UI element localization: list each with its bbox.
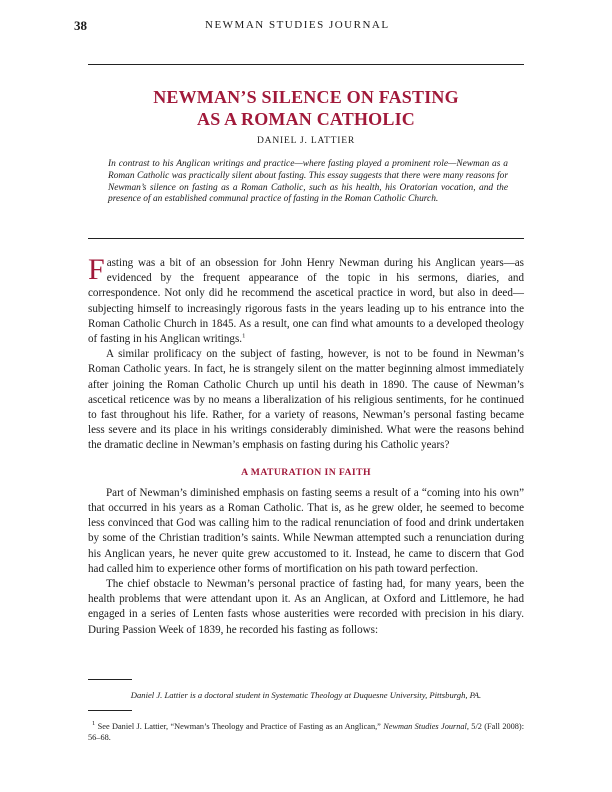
article-body [88,253,524,638]
paragraph-2: A similar prolificacy on the subject of fasting, however, is not to be found in Newman’s Roman Catholic years. In fact, he is strangely silent on the matter beginning almost immediately after joining the Roman Catholic Church up until his death in 1890. The cause of Newman’s ascetical reticence was by no means a liberalization of his religious sentiments, for he continued to fast throughout his life. Rather, for a variety of reasons, Newman’s personal fasting became less severe and its place in his writings considerably diminished. What were the reasons behind the dramatic decline in Newman’s emphasis on fasting during his Catholic years? [88,348,524,452]
footnote-divider [88,679,132,680]
footnote-marker[interactable]: 1 [242,332,246,340]
article-author: DANIEL J. LATTIER [257,136,355,146]
paragraph-1 [88,253,524,347]
drop-cap: F [88,253,105,286]
footnote-text-before: See Daniel J. Lattier, “Newman’s Theology and Practice of Fasting as an Anglican,” [97,722,381,731]
footnote-journal: Newman Studies Journal [383,722,467,731]
footnote-divider-2 [88,710,132,711]
footnote [88,722,524,743]
running-head: NEWMAN STUDIES JOURNAL [205,19,390,31]
author-note: Daniel J. Lattier is a doctoral student in Systematic Theology at Duquesne University, Pittsburgh, PA. [130,690,482,700]
footnote-number: 1 [92,720,96,728]
article-title-line-2: AS A ROMAN CATHOLIC [197,109,415,129]
paragraph-3: Part of Newman’s diminished emphasis on fasting seems a result of a “coming into his own” that occurred in his years as a Roman Catholic. That is, as he grew older, he seemed to become less convinced that God was calling him to the radical renunciation of food and drink undertaken by some of the Christian tradition’s saints. While Newman attempted such a renunciation during his Anglican years, he never quite grew accustomed to it. Instead, he came to discern that God had called him to experience other forms of mortification on his path toward perfection. [88,486,524,575]
article-title-line-1: NEWMAN’S SILENCE ON FASTING [153,87,459,107]
article-title [88,86,524,130]
page-number: 38 [74,18,87,33]
top-divider [88,64,524,65]
paragraph-1-text: asting was a bit of an obsession for John Henry Newman during his Anglican years—as evidenced by the frequent appearance of the topic in his sermons, diaries, and correspondence. Not only did he recommend the ascetical practice in word, but also in deed—subjecting himself to increasingly rigorous fasts in the years leading up to his entrance into the Roman Catholic Church in 1845. As a result, one can find what amounts to a developed theology of fasting in his Anglican writings. [88,257,524,346]
abstract: In contrast to his Anglican writings and practice—where fasting played a prominent role—Newman as a Roman Catholic was practically silent about fasting. This essay suggests that there were many reasons for Newman’s silence on fasting as a Roman Catholic, such as his health, his Oratorian vocation, and the presence of an established communal practice of fasting in the Roman Catholic Church. [108,159,508,205]
footnote-text-after: , 5/2 (Fall 2008): 56–68. [88,722,524,742]
abstract-divider [88,238,524,239]
section-heading: A MATURATION IN FAITH [241,466,371,478]
paragraph-4: The chief obstacle to Newman’s personal practice of fasting had, for many years, been the health problems that were attendant upon it. As an Anglican, at Oxford and Littlemore, he had engaged in a series of Lenten fasts whose austerities were recorded with precision in his diary. During Passion Week of 1839, he recorded his fasting as follows: [88,578,524,636]
